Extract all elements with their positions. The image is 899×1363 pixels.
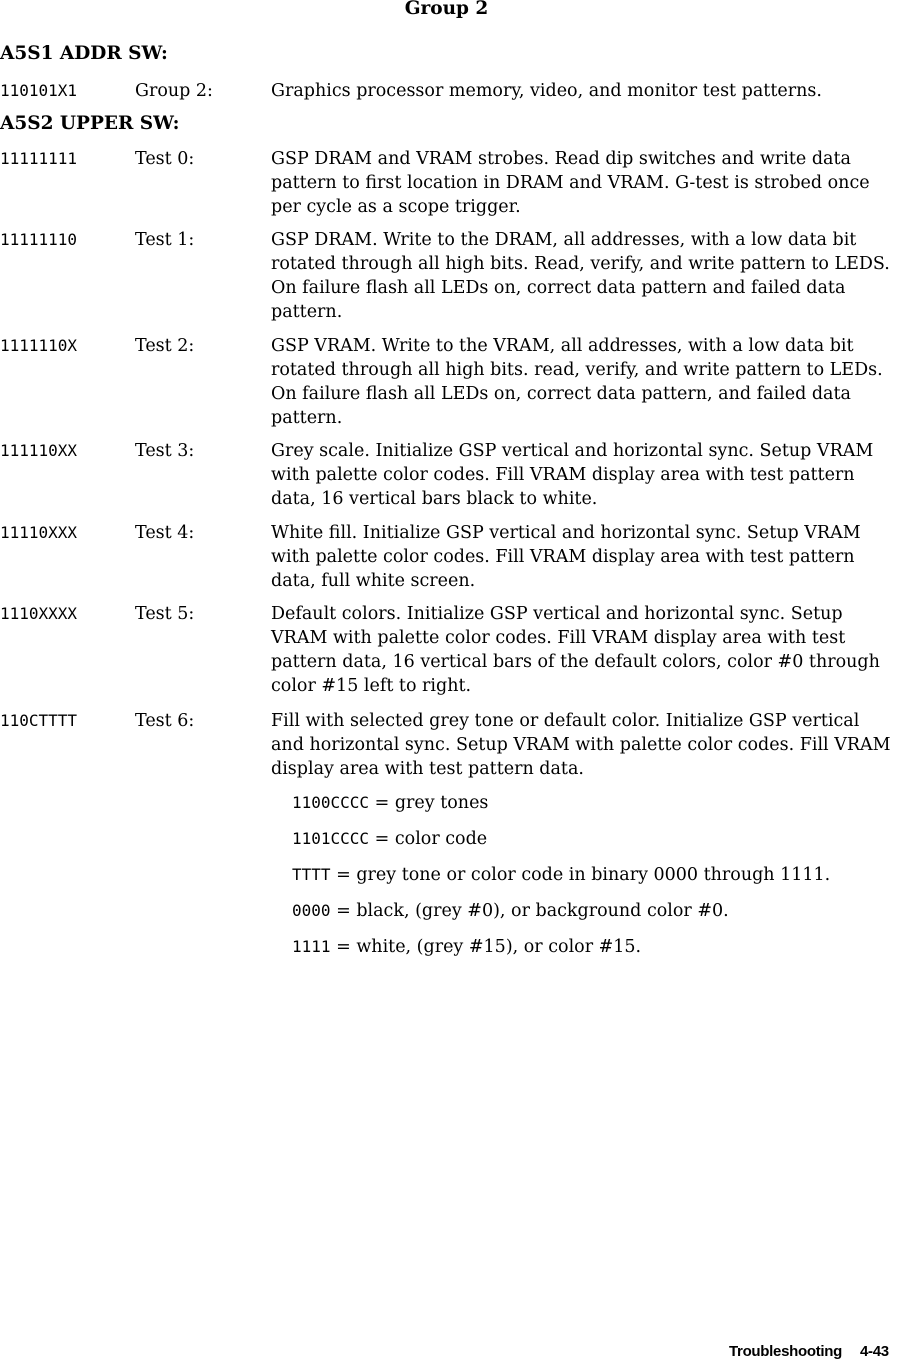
test-description: Graphics processor memory, video, and monitor test patterns. [271, 81, 822, 101]
page-number: 4-43 [860, 1343, 889, 1360]
test6-detail-line [292, 791, 892, 815]
switch-code: 1110XXXX [0, 604, 78, 623]
switch-code: 111110XX [0, 441, 78, 460]
test-description: GSP DRAM. Write to the DRAM, all addresses, with a low data bit rotated through all high bits. Read, verify, and write pattern to LEDS. On failure flash all LEDs on, correct data pattern and failed data pattern. [271, 230, 890, 322]
test-description: GSP DRAM and VRAM strobes. Read dip switches and write data pattern to first location in DRAM and VRAM. G-test is strobed once per cycle as a scope trigger. [271, 149, 870, 217]
test-description: Fill with selected grey tone or default color. Initialize GSP vertical and horizontal sync. Setup VRAM with palette color codes. Fill VRAM display area with test pattern data. [271, 711, 891, 779]
test6-detail-line [292, 935, 892, 959]
test6-detail-line [292, 899, 892, 923]
page-title: Group 2 [404, 0, 489, 19]
test6-detail-line [292, 827, 892, 851]
detail-code: 0000 [292, 901, 331, 920]
test-description: Grey scale. Initialize GSP vertical and horizontal sync. Setup VRAM with palette color codes. Fill VRAM display area with test pattern data, 16 vertical bars black to white. [271, 441, 874, 509]
detail-text: = white, (grey #15), or color #15. [330, 937, 642, 957]
detail-code: 1100CCCC [292, 793, 370, 812]
test-label: Test 6: [135, 711, 195, 731]
test-label: Test 5: [135, 604, 195, 624]
test-label: Test 3: [135, 441, 195, 461]
detail-code: 1101CCCC [292, 829, 370, 848]
test6-detail-line [292, 863, 892, 887]
detail-text: = color code [369, 829, 488, 849]
detail-text: = black, (grey #0), or background color #0. [330, 901, 729, 921]
page-footer [729, 1343, 889, 1360]
switch-code: 11111110 [0, 230, 78, 249]
test-label: Test 0: [135, 149, 195, 169]
switch-code: 1111110X [0, 336, 78, 355]
test-label: Test 2: [135, 336, 195, 356]
test-description: GSP VRAM. Write to the VRAM, all addresses, with a low data bit rotated through all high bits. read, verify, and write pattern to LEDs. On failure flash all LEDs on, correct data pattern, and failed data pattern. [271, 336, 883, 428]
detail-text: = grey tones [369, 793, 489, 813]
detail-code: 1111 [292, 937, 331, 956]
test-label: Test 4: [135, 523, 195, 543]
test-label: Test 1: [135, 230, 195, 250]
upper-switch-heading: A5S2 UPPER SW: [0, 113, 180, 134]
footer-section-name: Troubleshooting [729, 1343, 842, 1360]
switch-code: 11110XXX [0, 523, 78, 542]
test-label: Group 2: [135, 81, 213, 101]
test-description: Default colors. Initialize GSP vertical and horizontal sync. Setup VRAM with palette color codes. Fill VRAM display area with test pattern data, 16 vertical bars of the default colors, color #0 through color #15 left to right. [271, 604, 880, 696]
detail-code: TTTT [292, 865, 331, 884]
detail-text: = grey tone or color code in binary 0000 through 1111. [330, 865, 831, 885]
addr-switch-heading: A5S1 ADDR SW: [0, 43, 168, 64]
test-description: White fill. Initialize GSP vertical and horizontal sync. Setup VRAM with palette color codes. Fill VRAM display area with test pattern data, full white screen. [271, 523, 861, 591]
switch-code: 110101X1 [0, 81, 78, 100]
switch-code: 11111111 [0, 149, 78, 168]
switch-code: 110CTTTT [0, 711, 78, 730]
